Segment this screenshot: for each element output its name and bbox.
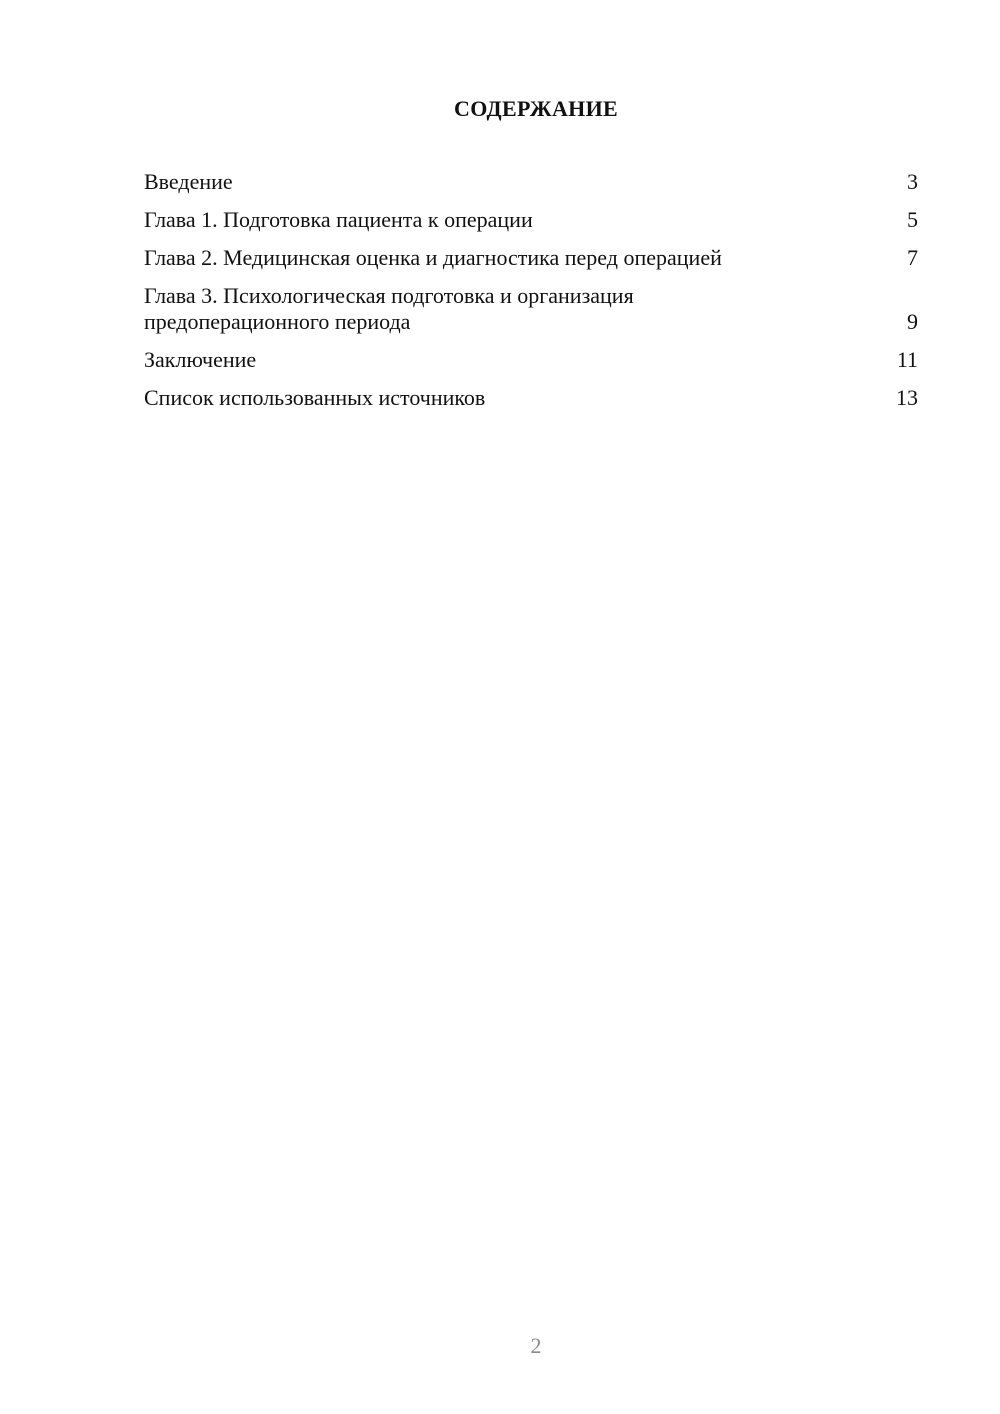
- toc-entry-page: 13: [896, 385, 918, 410]
- toc-entry-page: 11: [896, 347, 918, 372]
- toc-entry-chapter-2[interactable]: [144, 245, 918, 271]
- toc-entry-chapter-1[interactable]: [144, 207, 918, 233]
- page-number: 2: [530, 1333, 542, 1358]
- toc-entry-page: 7: [907, 245, 918, 270]
- toc-entry-introduction[interactable]: [144, 169, 918, 195]
- toc-title: СОДЕРЖАНИЕ: [454, 96, 618, 121]
- toc-entry-text: Список использованных источников: [144, 385, 486, 410]
- toc-entry-references[interactable]: [144, 385, 918, 411]
- toc-entry-text-multiline: [144, 283, 907, 335]
- toc-entry-page: 5: [907, 207, 918, 232]
- toc-entry-page: 3: [907, 169, 918, 194]
- toc-entry-text: Введение: [144, 169, 233, 194]
- table-of-contents: [144, 169, 918, 423]
- toc-entry-text: Заключение: [144, 347, 257, 372]
- toc-entry-text: Глава 1. Подготовка пациента к операции: [144, 207, 533, 232]
- toc-entry-text-line1: Глава 3. Психологическая подготовка и организация: [144, 283, 634, 308]
- toc-entry-text-line2: предоперационного периода: [144, 309, 411, 334]
- toc-entry-page: 9: [907, 309, 918, 334]
- toc-entry-conclusion[interactable]: [144, 347, 918, 373]
- toc-entry-chapter-3[interactable]: [144, 283, 918, 335]
- toc-entry-text: Глава 2. Медицинская оценка и диагностика перед операцией: [144, 245, 722, 270]
